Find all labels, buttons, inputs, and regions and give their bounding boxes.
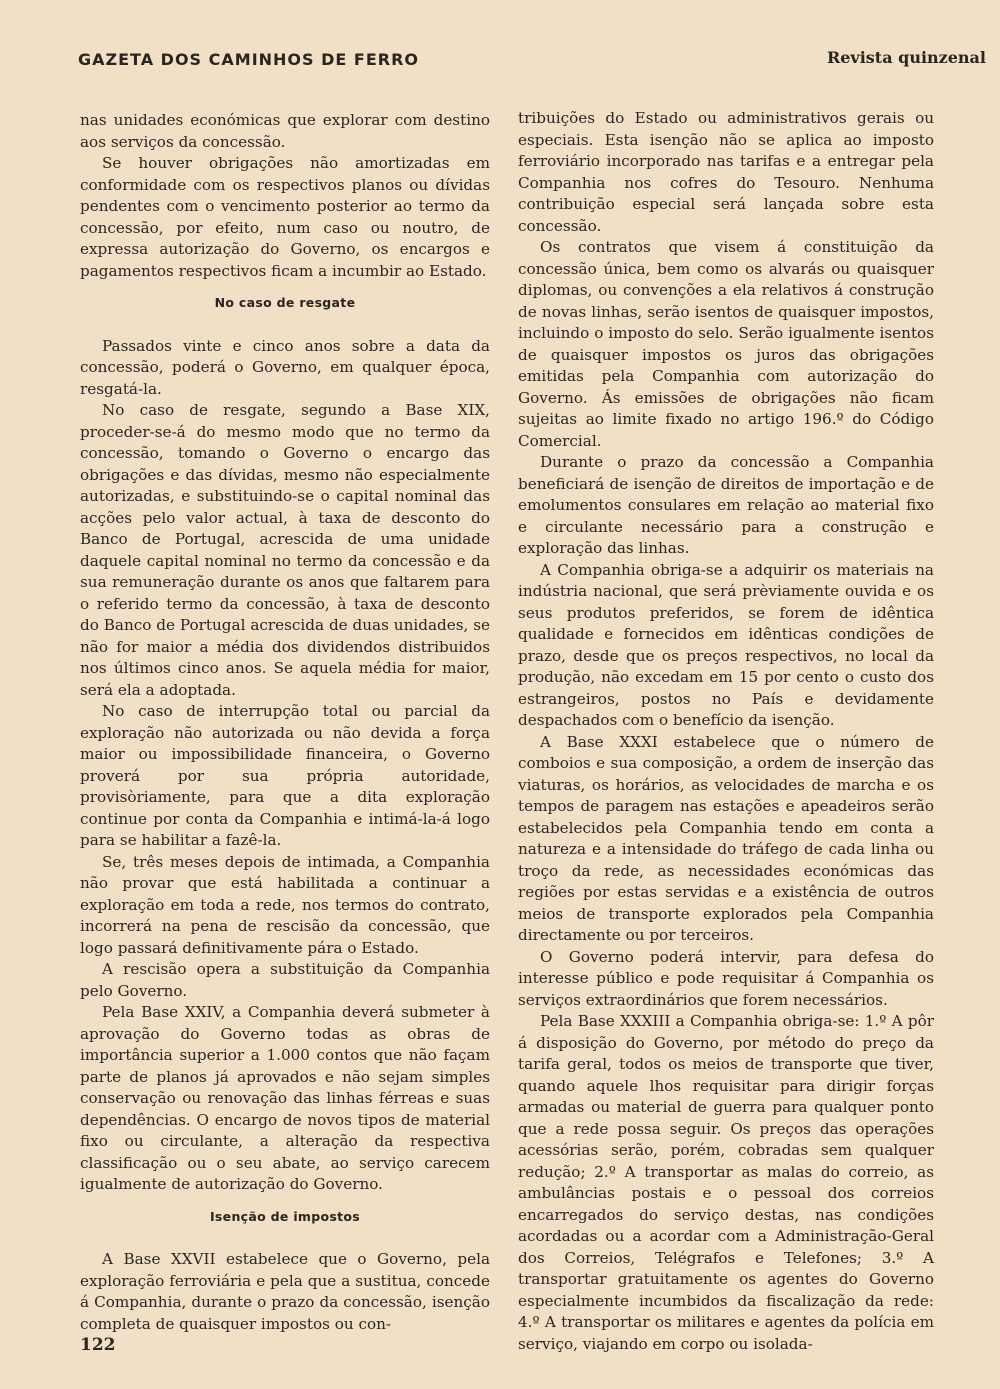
- paragraph: A rescisão opera a substituição da Companhia pelo Governo.: [80, 960, 490, 1000]
- section-heading: No caso de resgate: [214, 295, 356, 310]
- publication-subtitle: Revista quinzenal: [826, 48, 986, 67]
- paragraph: Se, três meses depois de intimada, a Companhia não provar que está habilitada a continuar a exploração em toda a rede, nos termos do contrato, incorrerá na pena de rescisão da concessão, que logo passará definitivamente pára o Estado.: [80, 852, 490, 957]
- paragraph: O Governo poderá intervir, para defesa do interesse público e pode requisitar á Companhia os serviços extraordinários que forem necessários.: [518, 947, 934, 1009]
- publication-title: GAZETA DOS CAMINHOS DE FERRO: [78, 50, 420, 69]
- paragraph: A Base XXVII estabelece que o Governo, pela exploração ferroviária e pela que a sustitua, concede á Companhia, durante o prazo da concessão, isenção completa de quaisquer impostos ou con-: [80, 1250, 490, 1333]
- paragraph: Se houver obrigações não amortizadas em conformidade com os respectivos planos ou dívidas pendentes com o vencimento posterior ao termo da concessão, por efeito, num caso ou noutro, de expressa autorização do Governo, os encargos e pagamentos respectivos ficam a incumbir ao Estado.: [80, 154, 490, 280]
- paragraph: Pela Base XXXIII a Companhia obriga-se: 1.º A pôr á disposição do Governo, por método do preço da tarifa geral, todos os meios de transporte que tiver, quando aquele lhos requisitar para dirigir forças armadas ou material de guerra para qualquer ponto que a rede possa seguir. Os preços das operações acessórias serão, porém, cobradas sem qualquer redução; 2.º A transportar as malas do correio, as ambulâncias postais e o pessoal dos correios encarregados do serviço destas, nas condições acordadas ou a acordar com a Administração-Geral dos Correios, Telégrafos e Telefones; 3.º A transportar gratuitamente os agentes do Governo especialmente incumbidos da fiscalização da rede: 4.º A transportar os militares e agentes da polícia em serviço, viajando em corpo ou isolada-: [518, 1012, 934, 1353]
- paragraph: A Companhia obriga-se a adquirir os materiais na indústria nacional, que será prèviamente ouvida e os seus produtos preferidos, se forem de idêntica qualidade e fornecidos em idênticas condições de prazo, desde que os preços respectivos, no local da produção, não excedam em 15 por cento o custo dos estrangeiros, postos no País e devidamente despachados com o benefício da isenção.: [518, 560, 934, 729]
- left-column: [80, 110, 490, 1335]
- paragraph: No caso de resgate, segundo a Base XIX, proceder-se-á do mesmo modo que no termo da concessão, tomando o Governo o encargo das obrigações e das dívidas, mesmo não especialmente autorizadas, e substituindo-se o capital nominal das acções pelo valor actual, à taxa de desconto do Banco de Portugal, acrescida de uma unidade daquele capital nominal no termo da concessão e da sua remuneração durante os anos que faltarem para o referido termo da concessão, à taxa de desconto do Banco de Portugal acrescida de duas unidades, se não for maior a média dos dividendos distribuidos nos últimos cinco anos. Se aquela média for maior, será ela a adoptada.: [80, 401, 490, 699]
- section-heading: Isenção de impostos: [209, 1208, 361, 1224]
- paragraph: Passados vinte e cinco anos sobre a data da concessão, poderá o Governo, em qualquer época, resgatá-la.: [80, 336, 490, 398]
- paragraph: No caso de interrupção total ou parcial da exploração não autorizada ou não devida a força maior ou impossibilidade financeira, o Governo proverá por sua própria autoridade, provisòriamente, para que a dita exploração continue por conta da Companhia e intimá-la-á logo para se habilitar a fazê-la.: [80, 702, 490, 849]
- page-number: 122: [80, 1335, 116, 1355]
- paragraph: tribuições do Estado ou administrativos gerais ou especiais. Esta isenção não se aplica ao imposto ferroviário incorporado nas tarifas e a entregar pela Companhia nos cofres do Tesouro. Nenhuma contribuição especial será lançada sobre esta concessão.: [518, 109, 934, 235]
- paragraph: Durante o prazo da concessão a Companhia beneficiará de isenção de direitos de importação e de emolumentos consulares em relação ao material fixo e circulante necessário para a construção e exploração das linhas.: [518, 453, 934, 557]
- paragraph: Os contratos que visem á constituição da concessão única, bem como os alvarás ou quaisquer diplomas, ou convenções a ela relativos á construção de novas linhas, serão isentos de quaisquer impostos, incluindo o imposto do selo. Serão igualmente isentos de quaisquer impostos os juros das obrigações emitidas pela Companhia com autorização do Governo. Ás emissões de obrigações não ficam sujeitas ao limite fixado no artigo 196.º do Código Comercial.: [518, 238, 934, 450]
- right-column: [518, 108, 934, 1355]
- paragraph: Pela Base XXIV, a Companhia deverá submeter à aprovação do Governo todas as obras de importância superior a 1.000 contos que não façam parte de planos já aprovados e não sejam simples conservação ou renovação das linhas férreas e suas dependências. O encargo de novos tipos de material fixo ou circulante, a alteração da respectiva classificação ou o seu abate, ao serviço carecem igualmente de autorização do Governo.: [80, 1003, 490, 1193]
- paragraph: nas unidades económicas que explorar com destino aos serviços da concessão.: [80, 111, 490, 151]
- paragraph: A Base XXXI estabelece que o número de comboios e sua composição, a ordem de inserção das viaturas, os horários, as velocidades de marcha e os tempos de paragem nas estações e apeadeiros serão estabelecidos pela Companhia tendo em conta a natureza e a intensidade do tráfego de cada linha ou troço da rede, as necessidades económicas das regiões por estas servidas e a existência de outros meios de transporte explorados pela Companhia directamente ou por terceiros.: [518, 732, 934, 944]
